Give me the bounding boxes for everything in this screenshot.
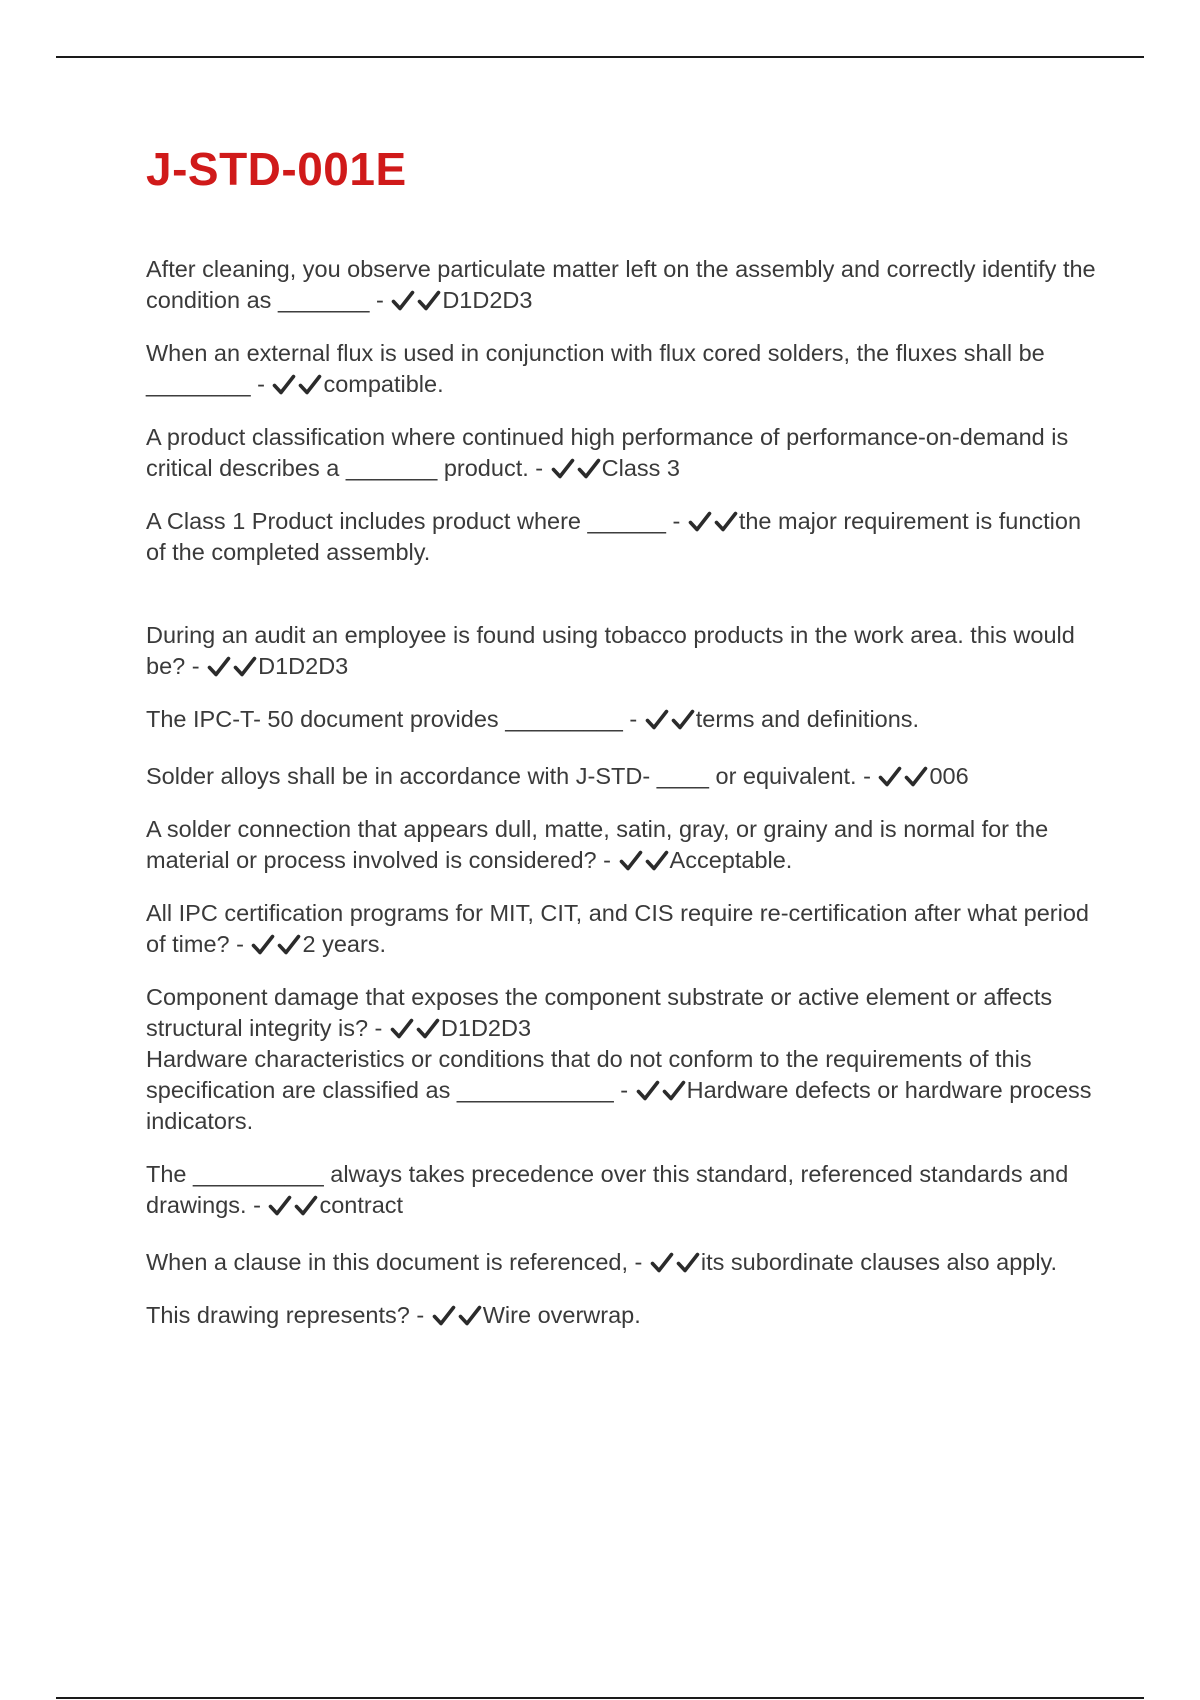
answer-text: D1D2D3 — [258, 653, 349, 679]
question-text: The __________ always takes precedence over this standard, referenced standards and drawings. — [146, 1161, 1069, 1218]
qa-item-4: A Class 1 Product includes product where ______ - the major requirement is function of the completed assembly. — [146, 508, 1082, 565]
qa-item-6: The IPC-T- 50 document provides _________ - terms and definitions. — [146, 706, 920, 732]
question-text: This drawing represents? — [146, 1302, 410, 1328]
qa-item-2: When an external flux is used in conjunction with flux cored solders, the fluxes shall be ________ - compatible. — [146, 340, 1045, 397]
check-icon — [662, 1078, 686, 1102]
answer-text: terms and definitions. — [695, 706, 920, 732]
qa-list — [146, 254, 1096, 1331]
question-text: A solder connection that appears dull, matte, satin, gray, or grainy and is normal for the material or process involved is considered? — [146, 816, 1049, 873]
question-text: A product classification where continued high performance of performance-on-demand is critical describes a _______ product. — [146, 424, 1069, 481]
check-icon — [272, 372, 296, 396]
check-icon — [417, 288, 441, 312]
question-text: A Class 1 Product includes product where ______ — [146, 508, 666, 534]
check-icon — [268, 1193, 292, 1217]
question-text: Solder alloys shall be in accordance with J-STD- ____ or equivalent. — [146, 763, 857, 789]
check-icon — [636, 1078, 660, 1102]
question-text: During an audit an employee is found using tobacco products in the work area. this would be? — [146, 622, 1075, 679]
check-icon — [458, 1303, 482, 1327]
answer-text: its subordinate clauses also apply. — [700, 1249, 1058, 1275]
check-icon — [650, 1250, 674, 1274]
check-icon — [676, 1250, 700, 1274]
qa-item-5: During an audit an employee is found using tobacco products in the work area. this would be? - D1D2D3 — [146, 622, 1075, 679]
question-text: All IPC certification programs for MIT, CIT, and CIS require re-certification after what period of time? — [146, 900, 1089, 957]
check-icon — [619, 848, 643, 872]
qa-item-10: Component damage that exposes the component substrate or active element or affects structural integrity is? - D1D2D3 — [146, 984, 1053, 1041]
check-icon — [233, 654, 257, 678]
qa-item-8: A solder connection that appears dull, matte, satin, gray, or grainy and is normal for the material or process involved is considered? - Acceptable. — [146, 816, 1049, 873]
answer-text: Acceptable. — [669, 847, 793, 873]
check-icon — [298, 372, 322, 396]
question-text: After cleaning, you observe particulate matter left on the assembly and correctly identify the condition as _______ — [146, 256, 1096, 313]
check-icon — [714, 509, 738, 533]
check-icon — [904, 764, 928, 788]
qa-item-1: After cleaning, you observe particulate matter left on the assembly and correctly identify the condition as _______ - D1D2D3 — [146, 256, 1096, 313]
answer-text: D1D2D3 — [440, 1015, 532, 1041]
check-icon — [294, 1193, 318, 1217]
check-icon — [671, 707, 695, 731]
check-icon — [207, 654, 231, 678]
check-icon — [277, 932, 301, 956]
answer-text: the major requirement is function of the completed assembly. — [146, 508, 1082, 565]
qa-item-12: The __________ always takes precedence over this standard, referenced standards and drawings. - contract — [146, 1161, 1069, 1218]
answer-text: compatible. — [323, 371, 444, 397]
answer-text: Class 3 — [601, 455, 681, 481]
question-text: The IPC-T- 50 document provides _________ — [146, 706, 623, 732]
answer-text: 2 years. — [302, 931, 387, 957]
question-text: When an external flux is used in conjunction with flux cored solders, the fluxes shall be ________ — [146, 340, 1045, 397]
check-icon — [432, 1303, 456, 1327]
answer-text: D1D2D3 — [442, 287, 533, 313]
check-icon — [645, 848, 669, 872]
answer-text: Wire overwrap. — [482, 1302, 641, 1328]
footer-rule — [56, 1697, 1144, 1699]
check-icon — [645, 707, 669, 731]
qa-item-13: When a clause in this document is referenced, - its subordinate clauses also apply. — [146, 1249, 1058, 1275]
check-icon — [391, 288, 415, 312]
qa-item-7: Solder alloys shall be in accordance with J-STD- ____ or equivalent. - 006 — [146, 763, 969, 789]
check-icon — [551, 456, 575, 480]
check-icon — [878, 764, 902, 788]
check-icon — [688, 509, 712, 533]
answer-text: Hardware defects or hardware process indicators. — [146, 1077, 1092, 1134]
header-rule — [56, 56, 1144, 58]
question-text: Hardware characteristics or conditions that do not conform to the requirements of this specification are classified as ____________ — [146, 1046, 1032, 1103]
qa-item-9: All IPC certification programs for MIT, CIT, and CIS require re-certification after what period of time? - 2 years. — [146, 900, 1089, 957]
check-icon — [416, 1016, 440, 1040]
check-icon — [577, 456, 601, 480]
check-icon — [390, 1016, 414, 1040]
qa-item-3: A product classification where continued high performance of performance-on-demand is critical describes a _______ product. - Class 3 — [146, 424, 1069, 481]
answer-text: 006 — [929, 763, 969, 789]
question-text: Component damage that exposes the component substrate or active element or affects structural integrity is? — [146, 984, 1053, 1041]
qa-item-11: Hardware characteristics or conditions that do not conform to the requirements of this specification are classified as ____________ - Hardware defects or hardware process indicators. — [146, 1046, 1092, 1134]
qa-item-14: This drawing represents? - Wire overwrap. — [146, 1302, 641, 1328]
check-icon — [251, 932, 275, 956]
page-title: J-STD-001E — [146, 143, 407, 195]
answer-text: contract — [319, 1192, 404, 1218]
question-text: When a clause in this document is referenced, — [146, 1249, 629, 1275]
